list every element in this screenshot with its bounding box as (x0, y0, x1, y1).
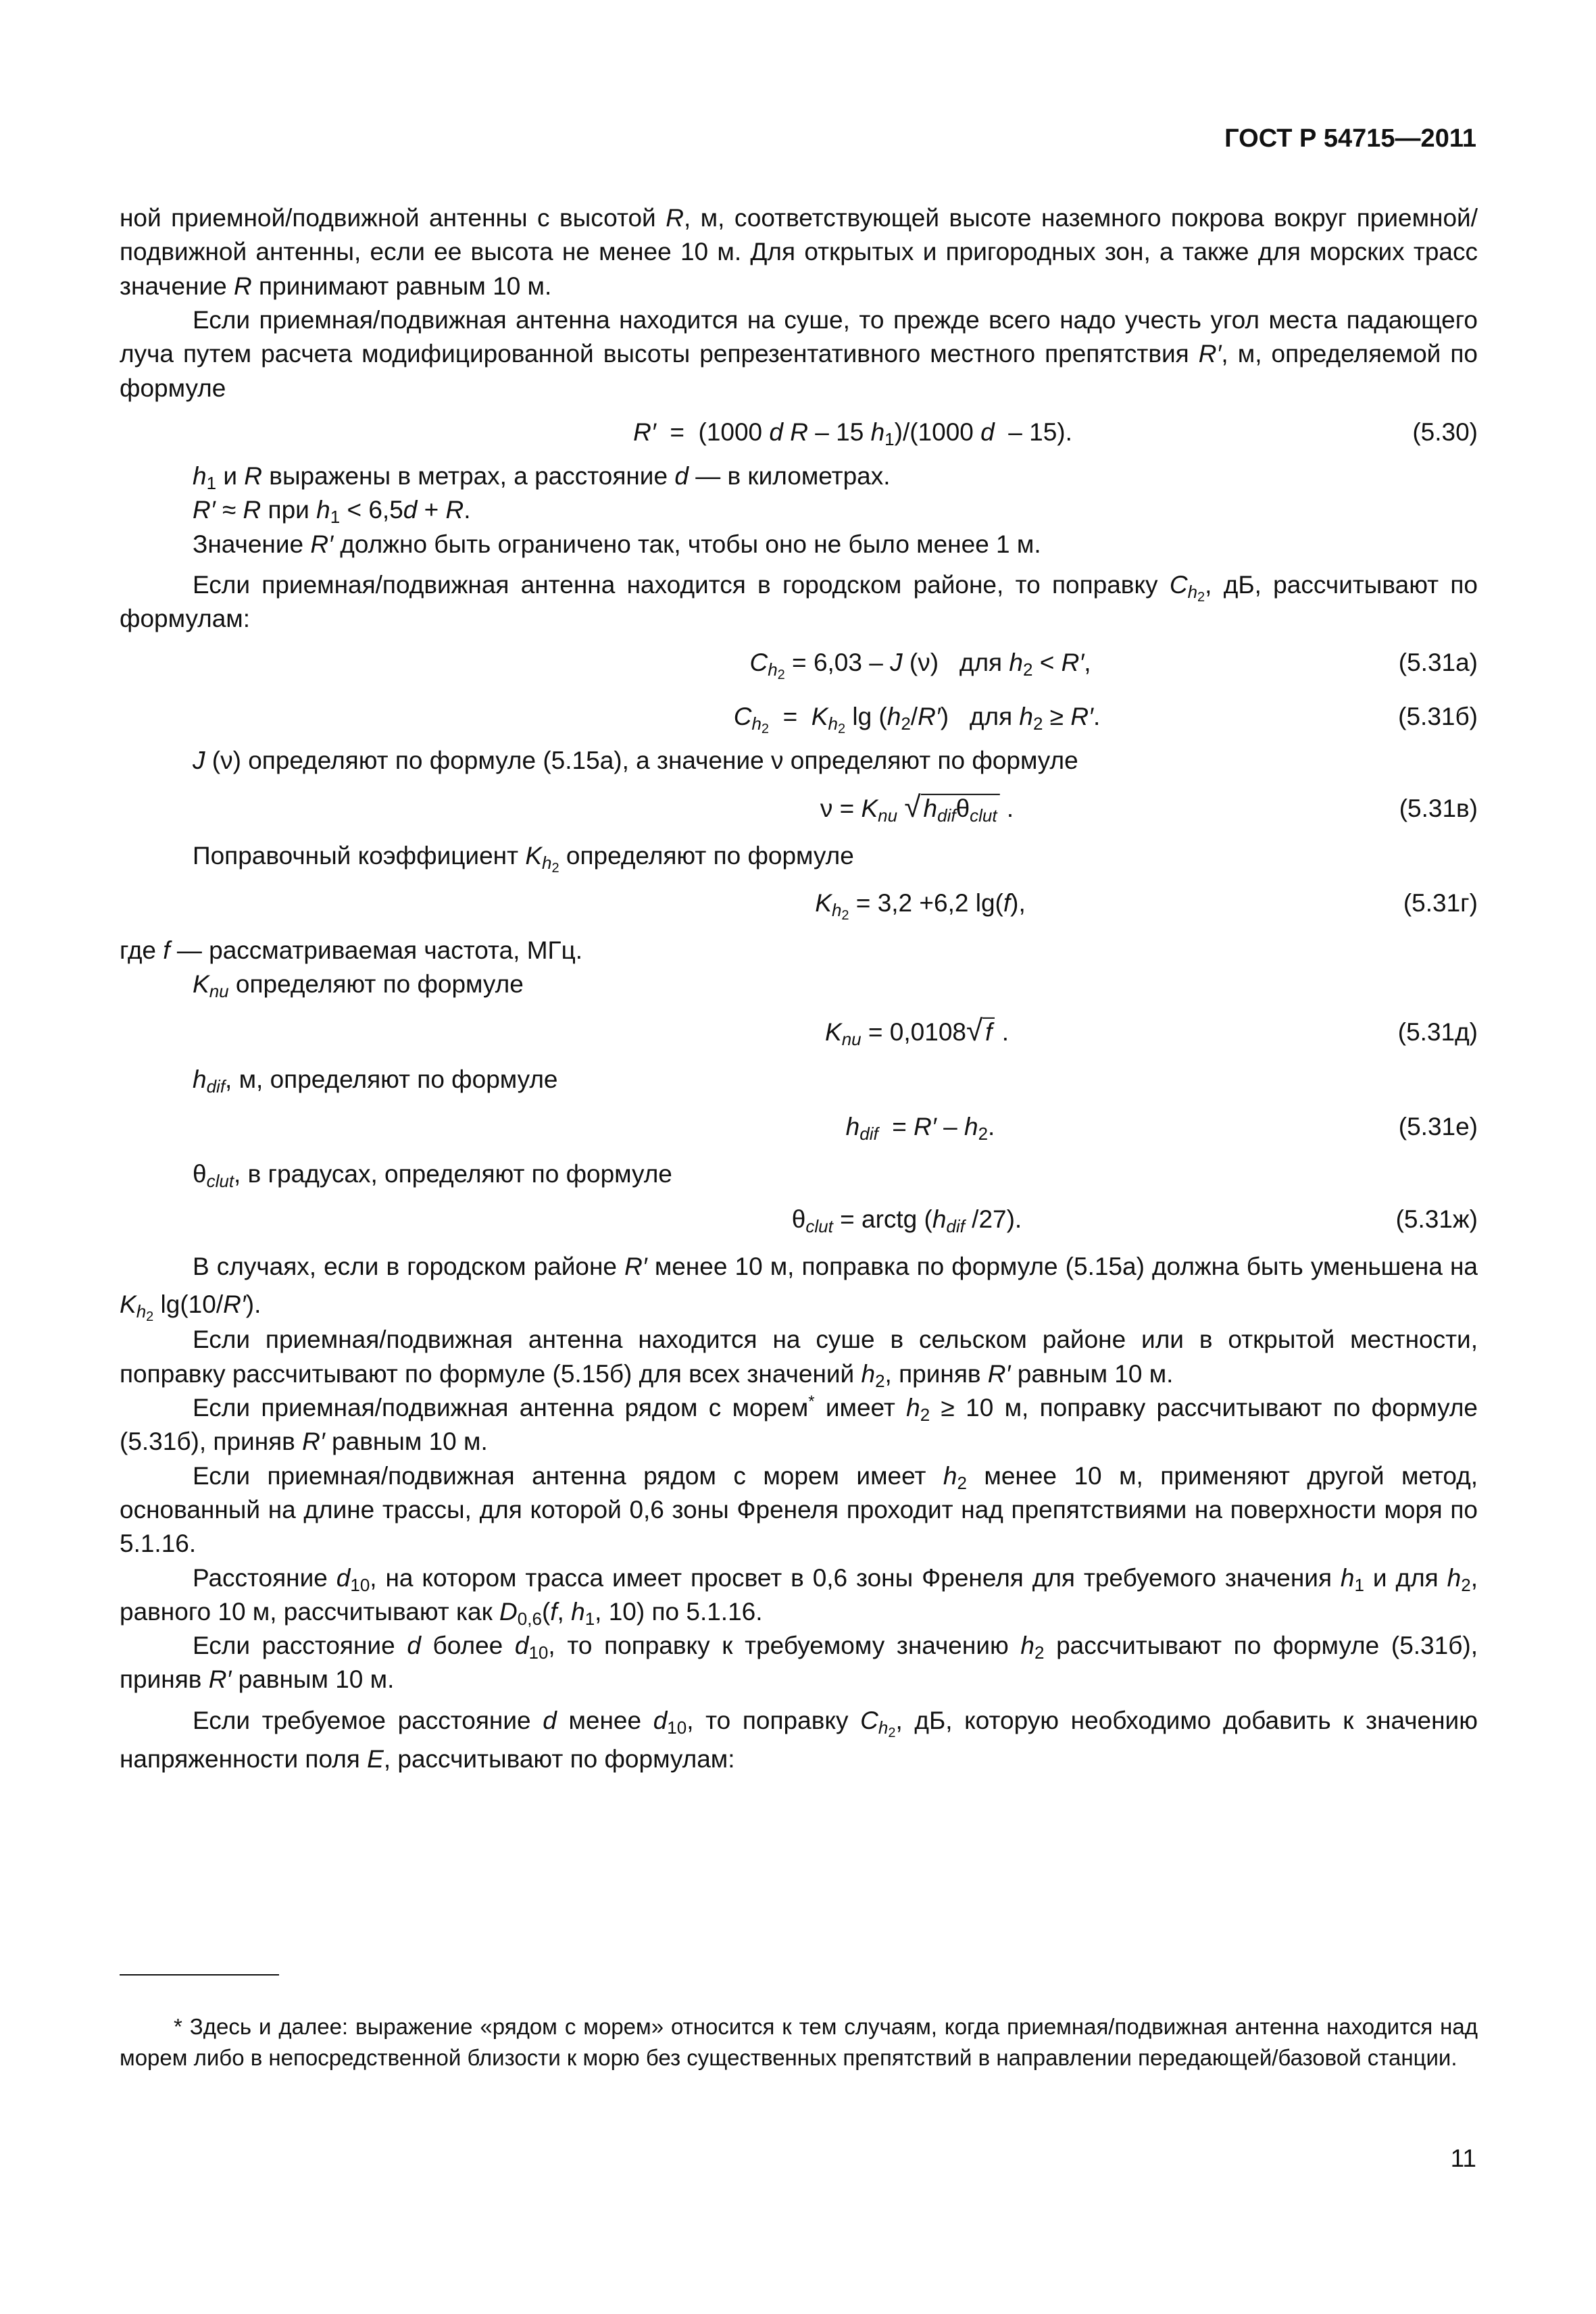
text-run: выражены в метрах, а расстояние (262, 461, 675, 490)
symbol-R-prime: R′ (223, 1290, 246, 1318)
paragraph-cases-urban: В случаях, если в городском районе R′ менее 10 м, поправка по формуле (5.15а) должна быть уменьшена на $K_{h_2}$ lg(10/R′). (120, 1253, 1478, 1324)
symbol-R-prime: R′ (1198, 340, 1222, 368)
text-run: Если расстояние (193, 1632, 407, 1660)
paragraph-sea-high: Если приемная/подвижная антенна рядом с морем* имеет $h_2 \ge 10$ м, поправку рассчитывают по формуле (5.31б), приняв R′ равным 10 м. (120, 1392, 1478, 1456)
equation-number: (5.31е) (1398, 1112, 1478, 1140)
equation-number: (5.31в) (1399, 794, 1478, 822)
symbol-R-prime: R′ (208, 1665, 232, 1694)
text-run: . (464, 496, 471, 524)
paragraph-sea-low: Если приемная/подвижная антенна рядом с морем имеет $h_2$ менее 10 м, применяют другой метод, основанный на длине трассы, для которой 0,6 зоны Френеля проходит над препятствиями на поверхности моря по 5.1.16. (120, 1461, 1478, 1558)
equation-5-31d-row (120, 1002, 1478, 1063)
line-approx-condition: R′ ≈ R при $h_1 < 6,5d + R$. (193, 496, 471, 528)
symbol-h2: h (906, 1393, 920, 1422)
equation-5-30-row (120, 405, 1478, 459)
line-K-nu: $K_{nu}$ определяют по формуле (193, 970, 524, 1002)
paragraph-d-more: Если расстояние d более $d_{10}$, то поправку к требуемому значению $h_2$ рассчитывают по формуле (5.31б), приняв R′ равным 10 м. (120, 1632, 1478, 1694)
text-run: равным 10 м. (324, 1428, 488, 1456)
text-run: Если приемная/подвижная антенна рядом с морем (193, 1393, 809, 1422)
symbol-f: f (163, 936, 170, 965)
text-run: менее 10 м, поправка по формуле (5.15а) должна быть уменьшена на (647, 1253, 1478, 1281)
equation-5-31a: $C_{h_2} = 6,03 - J$ (ν) для $h_2 < R'$, (749, 649, 1091, 683)
paragraph-d10-distance: Расстояние $d_{10}$, на котором трасса имеет просвет в 0,6 зоны Френеля для требуемого значения $h_1$ и для $h_2$, равного 10 м, рассчитывают как $D_{0,6}(f$, $h_1$, 10) по 5.1.16. (120, 1563, 1478, 1629)
line-J-nu (120, 744, 1478, 778)
text-run: , равного 10 м, рассчитывают как (120, 1563, 1478, 1626)
line-R-prime-limit (120, 528, 1478, 561)
symbol-C-h2: C (860, 1706, 878, 1734)
text-run: принимают равным 10 м. (251, 272, 552, 300)
equation-5-31zh-row (120, 1191, 1478, 1248)
text-run: Если приемная/подвижная антенна находится на суше в сельском районе или в открытой местности, поправку рассчитывают по формуле (5.15б) для всех значений (120, 1326, 1478, 1388)
equation-number: (5.31г) (1403, 888, 1478, 917)
text-run: + (417, 496, 446, 524)
footnote: * Здесь и далее: выражение «рядом с морем» относится к тем случаям, когда приемная/подвижная антенна находится над морем либо в непосредственной близости к морю без существенных препятствий в направлении передающей/базовой станции. (120, 2014, 1478, 2070)
text-run: < 6,5 (340, 496, 403, 524)
equation-5-30: R′ = (1000 d R – 15 $h_1)/(1000$ d – 15). (633, 418, 1072, 449)
text-run: где (120, 936, 164, 965)
symbol-d: d (403, 496, 418, 524)
text-run: и (216, 461, 245, 490)
equation-5-31g-row (120, 873, 1478, 934)
text-run: , то поправку к требуемому значению (548, 1632, 1021, 1660)
document-header: ГОСТ Р 54715—2011 (1224, 124, 1476, 153)
text-run: рассчитывают по формуле (5.31б), приняв (120, 1632, 1478, 1694)
symbol-C-h2: C (1169, 570, 1188, 599)
equation-number: (5.31ж) (1395, 1205, 1478, 1234)
symbol-K-h2: K (525, 841, 543, 870)
text-run: , м, соответствующей высоте наземного покрова вокруг приемной/подвижной антенны, если ее высота не менее 10 м. Для открытых и пригородных зон, а также для морских трасс значение (120, 204, 1478, 300)
line-h-dif: $h_{dif}$, м, определяют по формуле (193, 1065, 558, 1097)
line-theta-clut: $\theta_{clut}$, в градусах, определяют по формуле (193, 1160, 672, 1191)
text-run: , в градусах, определяют по формуле (234, 1160, 672, 1188)
footnote-divider (120, 1974, 279, 1976)
equation-number: (5.31б) (1398, 703, 1478, 731)
text-run: lg(10/ (153, 1290, 224, 1318)
symbol-K-h2: K (120, 1290, 136, 1318)
equation-5-31zh: $\theta_{clut}$ = arctg ($h_{dif}$ /27). (791, 1205, 1022, 1237)
equation-number: (5.30) (1412, 418, 1478, 446)
text-run: , м, определяемой по формуле (120, 340, 1478, 402)
equation-5-31d: $K_{nu} = 0,0108√$ f . (825, 1013, 1009, 1049)
text-run: , м, определяют по формуле (225, 1065, 558, 1093)
equation-number: (5.31а) (1398, 649, 1478, 677)
text-run: , то поправку (687, 1706, 861, 1734)
text-run: определяют по формуле (559, 841, 854, 870)
symbol-R-prime: R′ (987, 1359, 1011, 1388)
text-run: ≥ 10 м, поправку рассчитывают по формуле (5.31б), приняв (120, 1393, 1478, 1456)
equation-5-31v: $\nu = K_{nu}$ √ $h_{dif}\theta_{clut}$ . (820, 790, 1014, 826)
equation-5-31e-row (120, 1097, 1478, 1157)
symbol-d: d (407, 1632, 421, 1660)
symbol-d: d (674, 461, 689, 490)
symbol-R-prime: R′ (624, 1253, 647, 1281)
symbol-E: E (367, 1745, 384, 1774)
text-run: менее 10 м, применяют другой метод, основанный на длине трассы, для которой 0,6 зоны Френеля проходит над препятствиями на поверхности моря по 5.1.16. (120, 1461, 1478, 1558)
equation-number: (5.31д) (1397, 1017, 1478, 1046)
symbol-R: R (445, 496, 464, 524)
paragraph-d-less: Если требуемое расстояние d менее $d_{10}$, то поправку $C_{h_2}$, дБ, которую необходимо добавить к значению напряженности поля E, рассчитывают по формулам: (120, 1706, 1478, 1774)
equation-5-31b: $C_{h_2} = K_{h_2}$ $\lg (h_2/R')$ для $h_2 \ge R'$. (733, 703, 1101, 737)
text-run: и для (1364, 1563, 1447, 1592)
equation-5-31v-row (120, 778, 1478, 839)
line-h1-R-units: $h_1$ и R выражены в метрах, а расстояние d — в километрах. (193, 461, 891, 493)
text-run: Если приемная/подвижная антенна находится в городском районе, то поправку (193, 570, 1170, 599)
symbol-h2: h (943, 1461, 957, 1490)
symbol-d10: d (653, 1706, 668, 1734)
symbol-h-dif: h (193, 1065, 207, 1093)
text-run: менее (556, 1706, 653, 1734)
symbol-R-prime: R′ (193, 496, 216, 524)
text-run: , рассчитывают по формулам: (383, 1745, 735, 1774)
text-run: В случаях, если в городском районе (193, 1253, 625, 1281)
paragraph-land-antenna (120, 303, 1478, 405)
text-run: при (261, 496, 317, 524)
equation-5-31a-row (120, 636, 1478, 690)
symbol-D06: D (499, 1597, 518, 1626)
text-run: Если приемная/подвижная антенна рядом с морем имеет (193, 1461, 943, 1490)
text-run: ). (245, 1290, 261, 1318)
line-where-f (120, 934, 1478, 967)
text-run: (ν) определяют по формуле (5.15а), а значение ν определяют по формуле (205, 747, 1078, 775)
paragraph-urban: Если приемная/подвижная антенна находится в городском районе, то поправку $C_{h_2}$, дБ, рассчитывают по формулам: (120, 570, 1478, 633)
footnote-marker: * (808, 1392, 815, 1411)
symbol-h1: h (1340, 1563, 1355, 1592)
symbol-R-prime: R′ (302, 1428, 325, 1456)
text-run: Значение (193, 530, 311, 558)
symbol-R: R (243, 496, 261, 524)
line-K-h2: Поправочный коэффициент $K_{h_2}$ определяют по формуле (193, 841, 854, 876)
page-number: 11 (1450, 2144, 1476, 2172)
text-run: , дБ, рассчитывают по формулам: (120, 570, 1478, 633)
symbol-R: R (666, 204, 684, 232)
symbol-R-prime: R′ (310, 530, 334, 558)
paragraph-antenna-height (120, 201, 1478, 303)
text-run: Расстояние (193, 1563, 336, 1592)
symbol-h2: h (1447, 1563, 1462, 1592)
text-run: определяют по формуле (228, 970, 524, 999)
symbol-h2: h (861, 1359, 876, 1388)
equation-5-31b-row (120, 690, 1478, 744)
symbol-h1: h (193, 461, 207, 490)
text-run: имеет (814, 1393, 907, 1422)
text-run: более (420, 1632, 515, 1660)
equation-5-31e: $h_{dif} = R' - h_2$. (845, 1112, 995, 1144)
symbol-h2: h (1020, 1632, 1034, 1660)
text-run: Поправочный коэффициент (193, 841, 526, 870)
text-run: , на котором трасса имеет просвет в 0,6 зоны Френеля для требуемого значения (370, 1563, 1341, 1592)
text-run: , дБ, которую необходимо добавить к значению напряженности поля (120, 1706, 1478, 1774)
text-run: равным 10 м. (231, 1665, 395, 1694)
symbol-h1: h (316, 496, 330, 524)
equation-5-31g: $K_{h_2} = 3,2 +6,2$ lg(f), (815, 888, 1026, 923)
symbol-d10: d (336, 1563, 351, 1592)
text-run: , 10) по 5.1.16. (595, 1597, 763, 1626)
page-content (120, 201, 1478, 1778)
text-run: ной приемной/подвижной антенны с высотой (120, 204, 666, 232)
symbol-d: d (543, 1706, 557, 1734)
text-run: Если требуемое расстояние (193, 1706, 543, 1734)
symbol-d10: d (514, 1632, 529, 1660)
text-run: ≈ (215, 496, 243, 524)
symbol-R: R (233, 272, 252, 300)
text-run: — в километрах. (688, 461, 891, 490)
text-run: — рассматриваемая частота, МГц. (170, 936, 583, 965)
text-run: должно быть ограничено так, чтобы оно не было менее 1 м. (333, 530, 1041, 558)
symbol-R: R (244, 461, 263, 490)
text-run: , приняв (884, 1359, 988, 1388)
symbol-K-nu: K (193, 970, 209, 999)
symbol-J: J (193, 747, 205, 775)
paragraph-rural: Если приемная/подвижная антенна находится на суше в сельском районе или в открытой местности, поправку рассчитывают по формуле (5.15б) для всех значений $h_2$, приняв R′ равным 10 м. (120, 1326, 1478, 1391)
text-run: равным 10 м. (1010, 1359, 1174, 1388)
text-run: Если приемная/подвижная антенна находится на суше, то прежде всего надо учесть угол места падающего луча путем расчета модифицированной высоты репрезентативного местного препятствия (120, 305, 1478, 368)
